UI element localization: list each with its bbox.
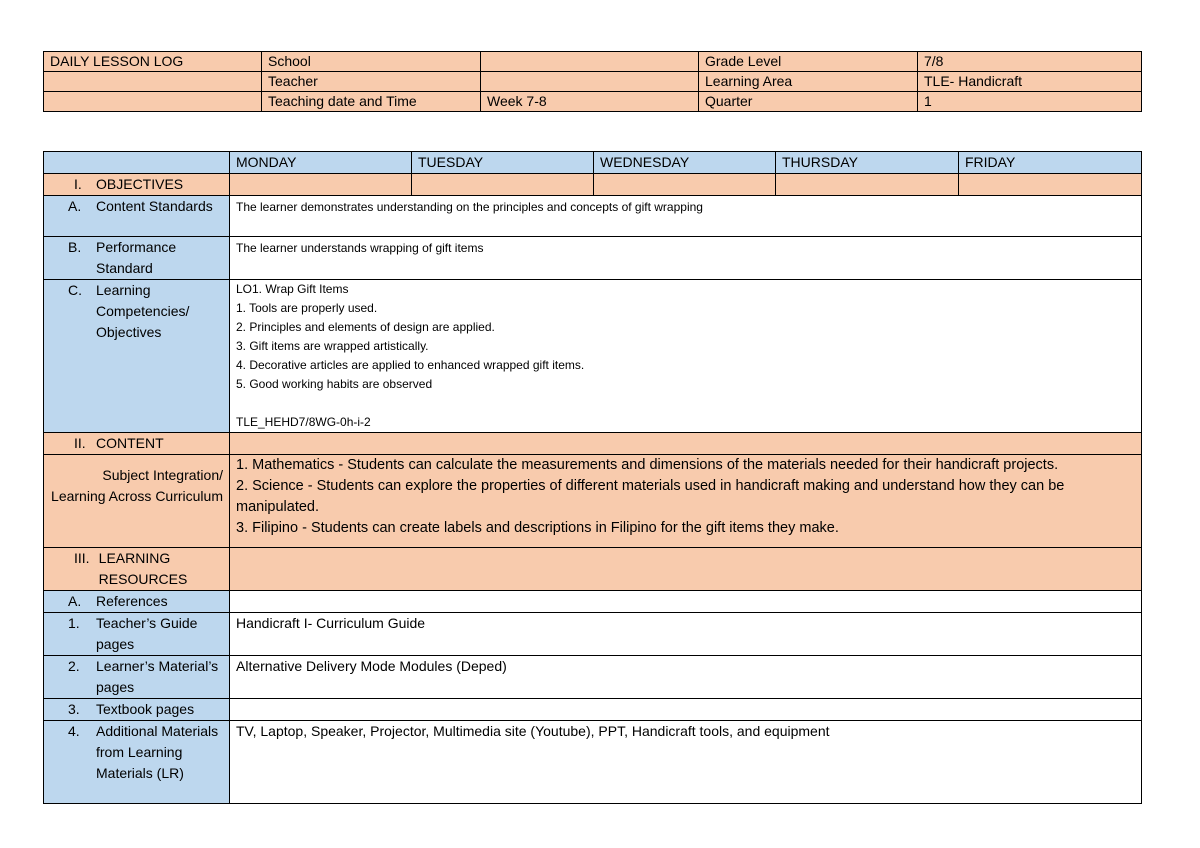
- learners-material-label: 2. Learner’s Material’s pages: [44, 656, 230, 699]
- day-header-monday: MONDAY: [230, 152, 412, 174]
- integration-line: 1. Mathematics - Students can calculate the measurements and dimensions of the materials needed for their handicraft projects.: [236, 457, 1059, 473]
- learning-competencies-text[interactable]: [230, 280, 1142, 433]
- learning-resources-cell[interactable]: [230, 548, 1142, 591]
- teaching-date-value[interactable]: Week 7-8: [481, 92, 699, 112]
- teaching-date-label: Teaching date and Time: [262, 92, 481, 112]
- references-label: A. References: [44, 591, 230, 613]
- grade-level-value[interactable]: 7/8: [918, 52, 1142, 72]
- quarter-value[interactable]: 1: [918, 92, 1142, 112]
- learning-competencies-label: C. Learning Competencies/ Objectives: [44, 280, 230, 433]
- header-table: [43, 51, 1142, 112]
- grade-level-label: Grade Level: [699, 52, 918, 72]
- objectives-wednesday-cell[interactable]: [594, 174, 776, 196]
- objectives-friday-cell[interactable]: [959, 174, 1142, 196]
- performance-standard-label: B. Performance Standard: [44, 237, 230, 280]
- additional-materials-label: 4. Additional Materials from Learning Materials (LR): [44, 721, 230, 804]
- content-heading: II. CONTENT: [44, 433, 230, 455]
- objectives-tuesday-cell[interactable]: [412, 174, 594, 196]
- day-header-thursday: THURSDAY: [776, 152, 959, 174]
- content-standards-label: A. Content Standards: [44, 196, 230, 237]
- additional-materials-text[interactable]: TV, Laptop, Speaker, Projector, Multimedia site (Youtube), PPT, Handicraft tools, and equipment: [230, 721, 1142, 804]
- content-standards-text[interactable]: The learner demonstrates understanding on the principles and concepts of gift wrapping: [230, 196, 1142, 237]
- day-header-friday: FRIDAY: [959, 152, 1142, 174]
- lesson-log-table: [43, 151, 1142, 804]
- competency-line: 3. Gift items are wrapped artistically.: [236, 339, 429, 353]
- references-cell[interactable]: [230, 591, 1142, 613]
- day-header-wednesday: WEDNESDAY: [594, 152, 776, 174]
- teachers-guide-label: 1. Teacher’s Guide pages: [44, 613, 230, 656]
- objectives-heading: I. OBJECTIVES: [44, 174, 230, 196]
- quarter-label: Quarter: [699, 92, 918, 112]
- teachers-guide-text[interactable]: Handicraft I- Curriculum Guide: [230, 613, 1142, 656]
- competency-line: 2. Principles and elements of design are applied.: [236, 320, 495, 334]
- day-header-tuesday: TUESDAY: [412, 152, 594, 174]
- textbook-pages-text[interactable]: [230, 699, 1142, 721]
- competency-line: 5. Good working habits are observed: [236, 377, 433, 391]
- competency-code: TLE_HEHD7/8WG-0h-i-2: [236, 415, 371, 429]
- subject-integration-text[interactable]: [230, 455, 1142, 548]
- header-empty-cell: [44, 72, 262, 92]
- objectives-monday-cell[interactable]: [230, 174, 412, 196]
- school-value[interactable]: [481, 52, 699, 72]
- learning-area-value[interactable]: TLE- Handicraft: [918, 72, 1142, 92]
- header-title: DAILY LESSON LOG: [44, 52, 262, 72]
- learning-area-label: Learning Area: [699, 72, 918, 92]
- learners-material-text[interactable]: Alternative Delivery Mode Modules (Deped): [230, 656, 1142, 699]
- competency-line: LO1. Wrap Gift Items: [236, 282, 349, 296]
- teacher-value[interactable]: [481, 72, 699, 92]
- content-heading-cell[interactable]: [230, 433, 1142, 455]
- header-empty-cell: [44, 92, 262, 112]
- corner-cell: [44, 152, 230, 174]
- school-label: School: [262, 52, 481, 72]
- textbook-pages-label: 3. Textbook pages: [44, 699, 230, 721]
- competency-line: 1. Tools are properly used.: [236, 301, 378, 315]
- integration-line: 2. Science - Students can explore the properties of different materials used in handicraft making and understand how they can be manipulated.: [236, 478, 1065, 515]
- integration-line: 3. Filipino - Students can create labels and descriptions in Filipino for the gift items they make.: [236, 520, 839, 536]
- teacher-label: Teacher: [262, 72, 481, 92]
- objectives-thursday-cell[interactable]: [776, 174, 959, 196]
- competency-line: 4. Decorative articles are applied to enhanced wrapped gift items.: [236, 358, 585, 372]
- performance-standard-text[interactable]: The learner understands wrapping of gift items: [230, 237, 1142, 280]
- learning-resources-heading: III. LEARNING RESOURCES: [44, 548, 230, 591]
- subject-integration-label: Subject Integration/ Learning Across Curriculum: [44, 455, 230, 548]
